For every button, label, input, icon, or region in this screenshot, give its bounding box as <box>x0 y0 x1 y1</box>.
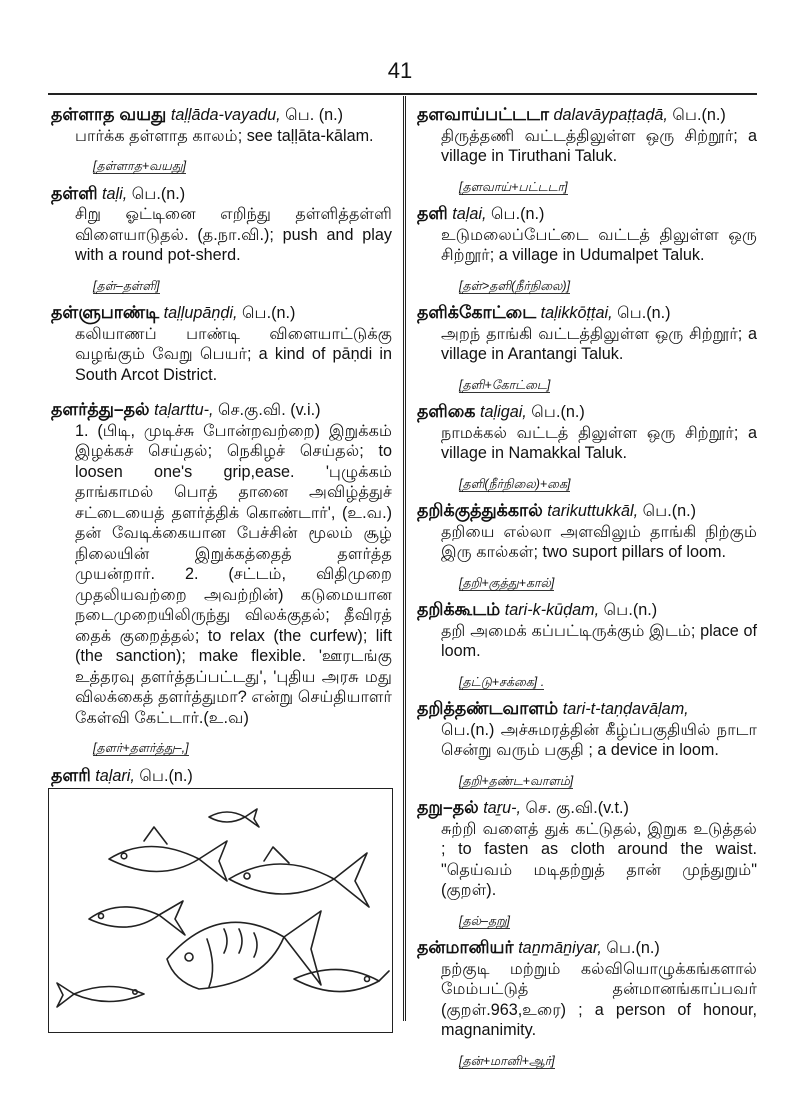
dictionary-entry <box>417 797 757 931</box>
entry-definition: சிறு ஓட்டினை எறிந்து தள்ளித்தள்ளி விளையாடுதல். (த.நா.வி.); push and play with a round pot-sherd. <box>75 205 392 264</box>
column-divider <box>403 96 406 1021</box>
entry-grammar: பெ.(n.) <box>642 502 697 520</box>
entry-grammar: பெ.(n.) <box>672 106 726 124</box>
entry-definition: தறி அமைக் கப்பட்டிருக்கும் இடம்; place of loom. <box>441 621 757 660</box>
fish-icon <box>294 969 389 991</box>
dictionary-entry <box>417 500 757 593</box>
entry-transliteration: tarikuttukkāl, <box>547 502 639 520</box>
entry-definition: அறந் தாங்கி வட்டத்திலுள்ள ஒரு சிற்றூர்; a village in Arantangi Taluk. <box>441 324 757 363</box>
dictionary-entry <box>417 599 757 692</box>
entry-definition: சுற்றி வளைத் துக் கட்டுதல், இறுக உடுத்தல் ; to fasten as cloth around the waist. "தெய்வம் மடிதற்றுத் தான் முந்துறும்" (குறள்). <box>441 819 757 899</box>
fish-icon <box>229 847 369 907</box>
entry-definition: 1. (பிடி, முடிச்சு போன்றவற்றை) இறுக்கம் இழக்கச் செய்தல்; நெகிழச் செய்தல்; to loosen one's grip,ease. 'புழுக்கம் தாங்காமல் பொத் தானை அவிழ்த்துச் சட்டையைத் தளர்த்திக் கொண்டார்', (உ.வ.) தன் வேடிக்கையான பேச்சின் மூலம் சூழ் நிலையின் இறுக்கத்தைத் தளர்த்த முயன்றார். 2. (சட்டம், விதிமுறை முதலியவற்றை அவற்றின்) கடுமையான நடைமுறையிலிருந்து விலக்குதல்; தீவிரத் தைக் குறைத்தல்; to relax (the curfew); lift (the sanction); make flexible. 'ஊரடங்கு உத்தரவு தளர்த்தப்பட்டது', 'புதிய அரசு மது விலக்கைத் தளர்த்துமா? என்று செய்தியாளர் கேள்வி கேட்டார்.(உ.வ) <box>75 421 392 727</box>
entry-grammar: பெ.(n.) <box>490 205 545 223</box>
entry-headword: தளிகை <box>417 401 476 421</box>
right-column <box>417 104 757 1077</box>
entry-headword: தளர்த்து–தல் <box>51 399 150 419</box>
entry-definition: உடுமலைப்பேட்டை வட்டத் திலுள்ள ஒரு சிற்றூர்; a village in Udumalpet Taluk. <box>441 225 757 264</box>
entry-headword: தளி <box>417 203 448 223</box>
fish-icon <box>209 809 259 827</box>
entry-transliteration: taḷarttu-, <box>154 401 214 419</box>
fish-illustration <box>49 789 392 1032</box>
entry-etymology: [தள்ளாத+வயது] <box>93 159 187 173</box>
entry-headword: தளவாய்பட்டடா <box>417 104 550 124</box>
entry-etymology: [தளவாய்+பட்டடா] <box>459 179 568 194</box>
entry-definition: பார்க்க தள்ளாத காலம்; see taḷḷāta-kālam. <box>75 126 374 145</box>
dictionary-entry <box>51 399 392 759</box>
entry-grammar: பெ.(n.) <box>131 184 186 203</box>
entry-definition: நாமக்கல் வட்டத் திலுள்ள ஒரு சிற்றூர்; a village in Namakkal Taluk. <box>441 423 757 462</box>
page-number: 41 <box>387 58 413 83</box>
fish-icon <box>57 983 144 1007</box>
dictionary-entry <box>51 183 392 297</box>
entry-transliteration: tari-t-taṇḍavāḷam, <box>562 700 689 718</box>
entry-etymology: [தன்+மானி+ஆர்] <box>459 1053 555 1068</box>
entry-definition: நற்குடி மற்றும் கல்வியொழுக்கங்களால் மேம்பட்டுத் தன்மானங்காப்பவர் (குறள்.963,உரை) ; a person of honour, magnanimity. <box>441 959 757 1039</box>
entry-headword: தளரி <box>51 764 91 785</box>
entry-transliteration: taḷai, <box>452 205 487 223</box>
dictionary-entry <box>417 302 757 395</box>
entry-transliteration: taṉmāṉiyar, <box>518 939 602 957</box>
entry-etymology: [தள்>தளி(நீர்நிலை)] <box>459 278 571 293</box>
dictionary-entry <box>417 937 757 1071</box>
entry-headword: தறிக்குத்துக்கால் <box>417 500 543 520</box>
dictionary-entry <box>51 302 392 385</box>
entry-etymology: [தல்–தறு] <box>459 913 511 928</box>
entry-transliteration: taḷḷupāṇḍi, <box>163 304 238 322</box>
entry-transliteration: taḷari, <box>95 766 135 785</box>
entry-grammar: பெ.(n.) <box>531 403 585 421</box>
entry-transliteration: taḷi, <box>102 184 128 203</box>
dictionary-entry <box>417 401 757 494</box>
dictionary-entry <box>417 698 757 791</box>
entry-etymology: [தறி+தண்ட+வாளம்] <box>459 773 574 788</box>
entry-transliteration: taḷḷāda-vayadu, <box>170 106 281 124</box>
entry-definition: கலியாணப் பாண்டி விளையாட்டுக்கு வழங்கும் வேறு பெயர்; a kind of pāṇdi in South Arcot District. <box>75 324 392 384</box>
entry-transliteration: dalavāypaṭṭaḍā, <box>553 106 668 124</box>
entry-etymology: [தள்–தள்ளி] <box>93 278 160 293</box>
entry-grammar: செ.கு.வி. (v.i.) <box>217 401 321 419</box>
entry-etymology: [தட்டு+சக்கை] . <box>459 674 545 689</box>
fish-icon <box>89 901 185 935</box>
entry-headword: தளிக்கோட்டை <box>417 302 537 322</box>
entry-definition: திருத்தணி வட்டத்திலுள்ள ஒரு சிற்றூர்; a village in Tiruthani Taluk. <box>441 126 757 165</box>
entry-headword: தறிக்கூடம் <box>417 599 501 619</box>
entry-etymology: [தளர்+தளர்த்து–,] <box>93 741 189 755</box>
fish-icon <box>109 827 227 881</box>
entry-grammar: பெ.(n.) <box>241 304 296 322</box>
entry-grammar: செ. கு.வி.(v.t.) <box>525 799 629 817</box>
entry-transliteration: tari-k-kūḍam, <box>504 601 600 619</box>
entry-transliteration: taḷigai, <box>480 403 527 421</box>
top-rule <box>48 93 757 95</box>
entry-headword: தறித்தண்டவாளம் <box>417 698 559 718</box>
entry-grammar: பெ.(n.) <box>603 601 658 619</box>
entry-etymology: [தளி+கோட்டை] <box>459 377 551 392</box>
entry-etymology: [தறி+குத்து+கால்] <box>459 575 555 590</box>
entry-grammar: பெ. (n.) <box>285 106 344 124</box>
dictionary-entry <box>417 203 757 296</box>
dictionary-entry <box>417 104 757 197</box>
entry-headword: தன்மானியர் <box>417 937 514 957</box>
entry-headword: தள்ளாத வயது <box>51 104 167 124</box>
entry-headword: தறு–தல் <box>417 797 479 817</box>
entry-definition: தறியை எல்லா அளவிலும் தாங்கி நிற்கும் இரு கால்கள்; two suport pillars of loom. <box>441 522 757 561</box>
entry-headword: தள்ளுபாண்டி <box>51 302 160 322</box>
entry-transliteration: taḷikkōṭṭai, <box>540 304 613 322</box>
fish-illustration-box <box>48 788 393 1033</box>
entry-grammar: பெ.(n.) <box>617 304 671 322</box>
dictionary-entry <box>51 104 392 177</box>
entry-grammar: பெ.(n.) <box>139 766 193 785</box>
entry-transliteration: taṟu-, <box>483 799 521 817</box>
entry-definition: பெ.(n.) அச்சுமரத்தின் கீழ்ப்பகுதியில் நாடா சென்று வரும் பகுதி ; a device in loom. <box>441 720 757 759</box>
left-column <box>51 104 392 843</box>
entry-etymology: [தளி(நீர்நிலை)+கை] <box>459 476 571 491</box>
entry-headword: தள்ளி <box>51 182 98 203</box>
entry-grammar: பெ.(n.) <box>606 939 660 957</box>
